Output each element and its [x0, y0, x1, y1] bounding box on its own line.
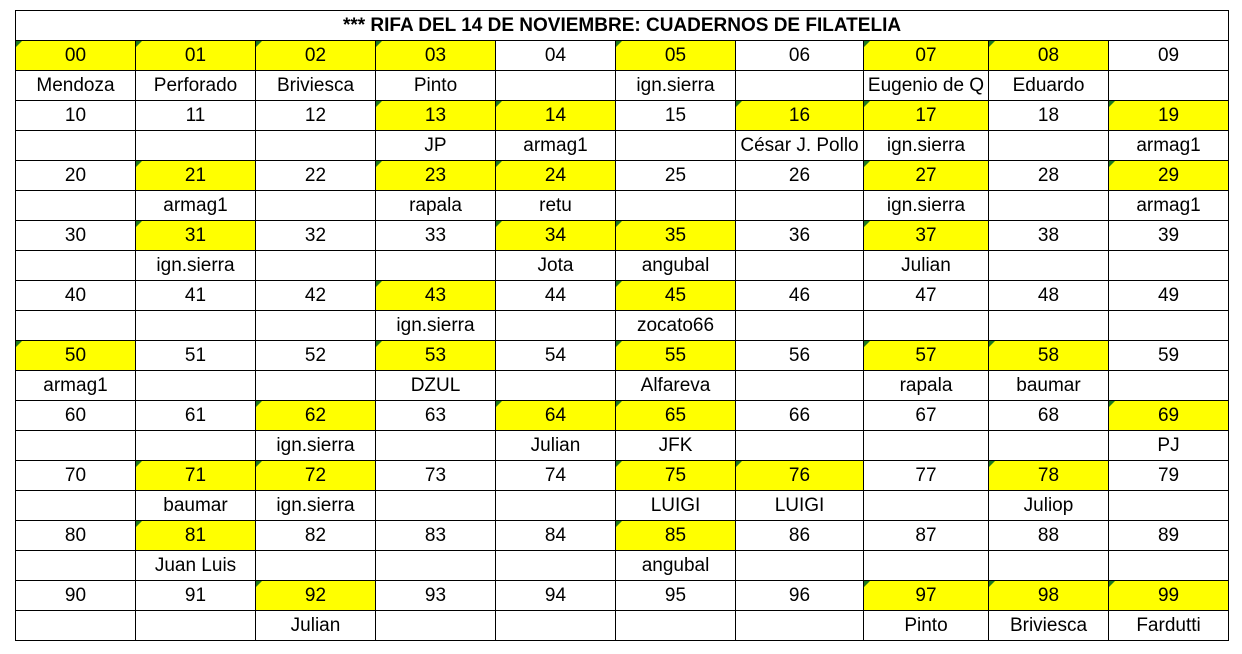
raffle-number-cell[interactable]: 46 — [736, 281, 864, 311]
raffle-number-cell[interactable]: 08 — [989, 41, 1109, 71]
participant-name-cell[interactable]: Briviesca — [989, 611, 1109, 641]
number-row — [16, 281, 1229, 311]
participant-name-cell[interactable] — [736, 251, 864, 281]
participant-name-cell[interactable] — [256, 131, 376, 161]
raffle-number-cell[interactable]: 76 — [736, 461, 864, 491]
raffle-number-cell[interactable]: 83 — [376, 521, 496, 551]
participant-name-cell[interactable]: ign.sierra — [136, 251, 256, 281]
raffle-number-cell[interactable]: 39 — [1109, 221, 1229, 251]
participant-name-cell[interactable] — [496, 551, 616, 581]
participant-name-cell[interactable] — [1109, 551, 1229, 581]
number-row — [16, 221, 1229, 251]
raffle-number-cell[interactable]: 60 — [16, 401, 136, 431]
number-row — [16, 401, 1229, 431]
participant-name-cell[interactable]: PJ — [1109, 431, 1229, 461]
raffle-number-cell[interactable]: 62 — [256, 401, 376, 431]
raffle-number-cell[interactable]: 36 — [736, 221, 864, 251]
raffle-number-cell[interactable]: 55 — [616, 341, 736, 371]
raffle-number-cell[interactable]: 63 — [376, 401, 496, 431]
participant-name-cell[interactable] — [1109, 371, 1229, 401]
raffle-number-cell[interactable]: 28 — [989, 161, 1109, 191]
participant-name-cell[interactable] — [616, 611, 736, 641]
participant-name-cell[interactable] — [16, 431, 136, 461]
raffle-number-cell[interactable]: 25 — [616, 161, 736, 191]
participant-name-cell[interactable]: armag1 — [496, 131, 616, 161]
participant-name-cell[interactable] — [496, 371, 616, 401]
participant-name-cell[interactable]: armag1 — [16, 371, 136, 401]
raffle-number-cell[interactable]: 79 — [1109, 461, 1229, 491]
raffle-number-cell[interactable]: 99 — [1109, 581, 1229, 611]
participant-name-cell[interactable]: ign.sierra — [864, 131, 989, 161]
name-row — [16, 311, 1229, 341]
participant-name-cell[interactable] — [256, 251, 376, 281]
raffle-number-cell[interactable]: 71 — [136, 461, 256, 491]
participant-name-cell[interactable] — [256, 191, 376, 221]
raffle-number-cell[interactable]: 91 — [136, 581, 256, 611]
raffle-number-cell[interactable]: 26 — [736, 161, 864, 191]
raffle-number-cell[interactable]: 45 — [616, 281, 736, 311]
raffle-number-cell[interactable]: 59 — [1109, 341, 1229, 371]
participant-name-cell[interactable]: retu — [496, 191, 616, 221]
raffle-number-cell[interactable]: 57 — [864, 341, 989, 371]
raffle-number-cell[interactable]: 12 — [256, 101, 376, 131]
raffle-number-cell[interactable]: 98 — [989, 581, 1109, 611]
raffle-number-cell[interactable]: 78 — [989, 461, 1109, 491]
raffle-number-cell[interactable]: 72 — [256, 461, 376, 491]
raffle-number-cell[interactable]: 01 — [136, 41, 256, 71]
raffle-number-cell[interactable]: 43 — [376, 281, 496, 311]
participant-name-cell[interactable]: ign.sierra — [256, 491, 376, 521]
raffle-number-cell[interactable]: 53 — [376, 341, 496, 371]
participant-name-cell[interactable]: angubal — [616, 251, 736, 281]
raffle-number-cell[interactable]: 51 — [136, 341, 256, 371]
raffle-number-cell[interactable]: 67 — [864, 401, 989, 431]
participant-name-cell[interactable]: César J. Pollo — [736, 131, 864, 161]
raffle-number-cell[interactable]: 58 — [989, 341, 1109, 371]
participant-name-cell[interactable]: armag1 — [1109, 191, 1229, 221]
raffle-number-cell[interactable]: 89 — [1109, 521, 1229, 551]
participant-name-cell[interactable] — [989, 311, 1109, 341]
raffle-number-cell[interactable]: 88 — [989, 521, 1109, 551]
participant-name-cell[interactable]: ign.sierra — [256, 431, 376, 461]
raffle-number-cell[interactable]: 29 — [1109, 161, 1229, 191]
name-row — [16, 71, 1229, 101]
participant-name-cell[interactable]: Juan Luis — [136, 551, 256, 581]
participant-name-cell[interactable]: LUIGI — [736, 491, 864, 521]
raffle-number-cell[interactable]: 56 — [736, 341, 864, 371]
participant-name-cell[interactable] — [136, 431, 256, 461]
raffle-number-cell[interactable]: 92 — [256, 581, 376, 611]
participant-name-cell[interactable] — [16, 251, 136, 281]
raffle-number-cell[interactable]: 15 — [616, 101, 736, 131]
number-row — [16, 521, 1229, 551]
participant-name-cell[interactable] — [864, 311, 989, 341]
participant-name-cell[interactable]: Briviesca — [256, 71, 376, 101]
participant-name-cell[interactable] — [16, 131, 136, 161]
raffle-number-cell[interactable]: 97 — [864, 581, 989, 611]
raffle-number-cell[interactable]: 17 — [864, 101, 989, 131]
raffle-number-cell[interactable]: 40 — [16, 281, 136, 311]
participant-name-cell[interactable]: armag1 — [136, 191, 256, 221]
participant-name-cell[interactable]: ign.sierra — [616, 71, 736, 101]
raffle-number-cell[interactable]: 48 — [989, 281, 1109, 311]
raffle-number-cell[interactable]: 05 — [616, 41, 736, 71]
participant-name-cell[interactable] — [136, 311, 256, 341]
raffle-number-cell[interactable]: 24 — [496, 161, 616, 191]
participant-name-cell[interactable] — [1109, 311, 1229, 341]
raffle-number-cell[interactable]: 31 — [136, 221, 256, 251]
participant-name-cell[interactable] — [16, 491, 136, 521]
participant-name-cell[interactable] — [496, 71, 616, 101]
raffle-number-cell[interactable]: 16 — [736, 101, 864, 131]
raffle-number-cell[interactable]: 03 — [376, 41, 496, 71]
raffle-number-cell[interactable]: 35 — [616, 221, 736, 251]
participant-name-cell[interactable] — [376, 431, 496, 461]
raffle-number-cell[interactable]: 11 — [136, 101, 256, 131]
name-row — [16, 131, 1229, 161]
raffle-number-cell[interactable]: 90 — [16, 581, 136, 611]
raffle-number-cell[interactable]: 61 — [136, 401, 256, 431]
raffle-number-cell[interactable]: 23 — [376, 161, 496, 191]
participant-name-cell[interactable]: baumar — [989, 371, 1109, 401]
participant-name-cell[interactable] — [989, 431, 1109, 461]
raffle-number-cell[interactable]: 85 — [616, 521, 736, 551]
raffle-number-cell[interactable]: 22 — [256, 161, 376, 191]
participant-name-cell[interactable] — [16, 191, 136, 221]
raffle-number-cell[interactable]: 84 — [496, 521, 616, 551]
participant-name-cell[interactable] — [1109, 491, 1229, 521]
raffle-number-cell[interactable]: 87 — [864, 521, 989, 551]
participant-name-cell[interactable]: baumar — [136, 491, 256, 521]
raffle-number-cell[interactable]: 13 — [376, 101, 496, 131]
participant-name-cell[interactable] — [256, 311, 376, 341]
participant-name-cell[interactable] — [376, 491, 496, 521]
participant-name-cell[interactable] — [864, 491, 989, 521]
raffle-number-cell[interactable]: 20 — [16, 161, 136, 191]
participant-name-cell[interactable] — [1109, 71, 1229, 101]
raffle-number-cell[interactable]: 27 — [864, 161, 989, 191]
participant-name-cell[interactable] — [616, 191, 736, 221]
participant-name-cell[interactable] — [496, 611, 616, 641]
raffle-number-cell[interactable]: 65 — [616, 401, 736, 431]
raffle-number-cell[interactable]: 77 — [864, 461, 989, 491]
raffle-number-cell[interactable]: 82 — [256, 521, 376, 551]
raffle-number-cell[interactable]: 47 — [864, 281, 989, 311]
participant-name-cell[interactable] — [736, 371, 864, 401]
number-row — [16, 341, 1229, 371]
participant-name-cell[interactable]: Fardutti — [1109, 611, 1229, 641]
raffle-number-cell[interactable]: 54 — [496, 341, 616, 371]
raffle-number-cell[interactable]: 80 — [16, 521, 136, 551]
raffle-number-cell[interactable]: 37 — [864, 221, 989, 251]
raffle-number-cell[interactable]: 50 — [16, 341, 136, 371]
participant-name-cell[interactable]: Julian — [496, 431, 616, 461]
participant-name-cell[interactable]: angubal — [616, 551, 736, 581]
raffle-number-cell[interactable]: 18 — [989, 101, 1109, 131]
raffle-number-cell[interactable]: 38 — [989, 221, 1109, 251]
number-row — [16, 581, 1229, 611]
participant-name-cell[interactable] — [136, 371, 256, 401]
participant-name-cell[interactable]: rapala — [864, 371, 989, 401]
name-row — [16, 551, 1229, 581]
raffle-number-cell[interactable]: 86 — [736, 521, 864, 551]
raffle-number-cell[interactable]: 95 — [616, 581, 736, 611]
participant-name-cell[interactable]: Juliop — [989, 491, 1109, 521]
raffle-number-cell[interactable]: 42 — [256, 281, 376, 311]
participant-name-cell[interactable]: Pinto — [864, 611, 989, 641]
raffle-number-cell[interactable]: 68 — [989, 401, 1109, 431]
participant-name-cell[interactable]: Julian — [256, 611, 376, 641]
participant-name-cell[interactable] — [736, 311, 864, 341]
participant-name-cell[interactable]: armag1 — [1109, 131, 1229, 161]
raffle-number-cell[interactable]: 14 — [496, 101, 616, 131]
participant-name-cell[interactable] — [736, 431, 864, 461]
participant-name-cell[interactable]: Jota — [496, 251, 616, 281]
participant-name-cell[interactable]: JFK — [616, 431, 736, 461]
raffle-number-cell[interactable]: 93 — [376, 581, 496, 611]
raffle-sheet — [15, 10, 1229, 641]
name-row — [16, 491, 1229, 521]
name-row — [16, 611, 1229, 641]
participant-name-cell[interactable] — [864, 551, 989, 581]
participant-name-cell[interactable]: Mendoza — [16, 71, 136, 101]
participant-name-cell[interactable]: Perforado — [136, 71, 256, 101]
participant-name-cell[interactable]: rapala — [376, 191, 496, 221]
participant-name-cell[interactable] — [989, 131, 1109, 161]
raffle-number-cell[interactable]: 41 — [136, 281, 256, 311]
number-row — [16, 41, 1229, 71]
participant-name-cell[interactable]: DZUL — [376, 371, 496, 401]
participant-name-cell[interactable] — [736, 191, 864, 221]
participant-name-cell[interactable]: Pinto — [376, 71, 496, 101]
name-row — [16, 191, 1229, 221]
participant-name-cell[interactable] — [376, 551, 496, 581]
participant-name-cell[interactable] — [376, 251, 496, 281]
raffle-number-cell[interactable]: 32 — [256, 221, 376, 251]
raffle-number-cell[interactable]: 19 — [1109, 101, 1229, 131]
participant-name-cell[interactable] — [496, 491, 616, 521]
raffle-number-cell[interactable]: 73 — [376, 461, 496, 491]
participant-name-cell[interactable]: zocato66 — [616, 311, 736, 341]
raffle-number-cell[interactable]: 07 — [864, 41, 989, 71]
number-row — [16, 161, 1229, 191]
participant-name-cell[interactable] — [864, 431, 989, 461]
number-row — [16, 101, 1229, 131]
name-row — [16, 431, 1229, 461]
raffle-number-cell[interactable]: 81 — [136, 521, 256, 551]
participant-name-cell[interactable]: ign.sierra — [376, 311, 496, 341]
raffle-number-cell[interactable]: 66 — [736, 401, 864, 431]
raffle-number-cell[interactable]: 04 — [496, 41, 616, 71]
participant-name-cell[interactable] — [16, 611, 136, 641]
sheet-title: *** RIFA DEL 14 DE NOVIEMBRE: CUADERNOS DE FILATELIA — [16, 11, 1229, 41]
raffle-number-cell[interactable]: 52 — [256, 341, 376, 371]
participant-name-cell[interactable] — [16, 551, 136, 581]
raffle-number-cell[interactable]: 94 — [496, 581, 616, 611]
raffle-number-cell[interactable]: 09 — [1109, 41, 1229, 71]
raffle-number-cell[interactable]: 02 — [256, 41, 376, 71]
raffle-number-cell[interactable]: 00 — [16, 41, 136, 71]
participant-name-cell[interactable]: LUIGI — [616, 491, 736, 521]
raffle-number-cell[interactable]: 21 — [136, 161, 256, 191]
participant-name-cell[interactable] — [736, 551, 864, 581]
participant-name-cell[interactable] — [376, 611, 496, 641]
name-row — [16, 251, 1229, 281]
raffle-number-cell[interactable]: 34 — [496, 221, 616, 251]
raffle-number-cell[interactable]: 70 — [16, 461, 136, 491]
participant-name-cell[interactable] — [496, 311, 616, 341]
raffle-number-cell[interactable]: 75 — [616, 461, 736, 491]
participant-name-cell[interactable]: Eduardo — [989, 71, 1109, 101]
participant-name-cell[interactable] — [256, 551, 376, 581]
participant-name-cell[interactable] — [616, 131, 736, 161]
participant-name-cell[interactable]: ign.sierra — [864, 191, 989, 221]
participant-name-cell[interactable] — [736, 71, 864, 101]
participant-name-cell[interactable] — [16, 311, 136, 341]
raffle-number-cell[interactable]: 96 — [736, 581, 864, 611]
participant-name-cell[interactable]: Julian — [864, 251, 989, 281]
raffle-number-cell[interactable]: 49 — [1109, 281, 1229, 311]
raffle-number-cell[interactable]: 44 — [496, 281, 616, 311]
raffle-number-cell[interactable]: 74 — [496, 461, 616, 491]
participant-name-cell[interactable] — [989, 251, 1109, 281]
raffle-number-cell[interactable]: 30 — [16, 221, 136, 251]
raffle-number-cell[interactable]: 06 — [736, 41, 864, 71]
participant-name-cell[interactable] — [136, 611, 256, 641]
raffle-number-cell[interactable]: 64 — [496, 401, 616, 431]
raffle-number-cell[interactable]: 33 — [376, 221, 496, 251]
participant-name-cell[interactable]: JP — [376, 131, 496, 161]
participant-name-cell[interactable]: Alfareva — [616, 371, 736, 401]
raffle-number-cell[interactable]: 69 — [1109, 401, 1229, 431]
participant-name-cell[interactable] — [989, 191, 1109, 221]
participant-name-cell[interactable] — [136, 131, 256, 161]
participant-name-cell[interactable]: Eugenio de Q — [864, 71, 989, 101]
participant-name-cell[interactable] — [989, 551, 1109, 581]
raffle-number-cell[interactable]: 10 — [16, 101, 136, 131]
participant-name-cell[interactable] — [256, 371, 376, 401]
participant-name-cell[interactable] — [1109, 251, 1229, 281]
name-row — [16, 371, 1229, 401]
participant-name-cell[interactable] — [736, 611, 864, 641]
number-row — [16, 461, 1229, 491]
